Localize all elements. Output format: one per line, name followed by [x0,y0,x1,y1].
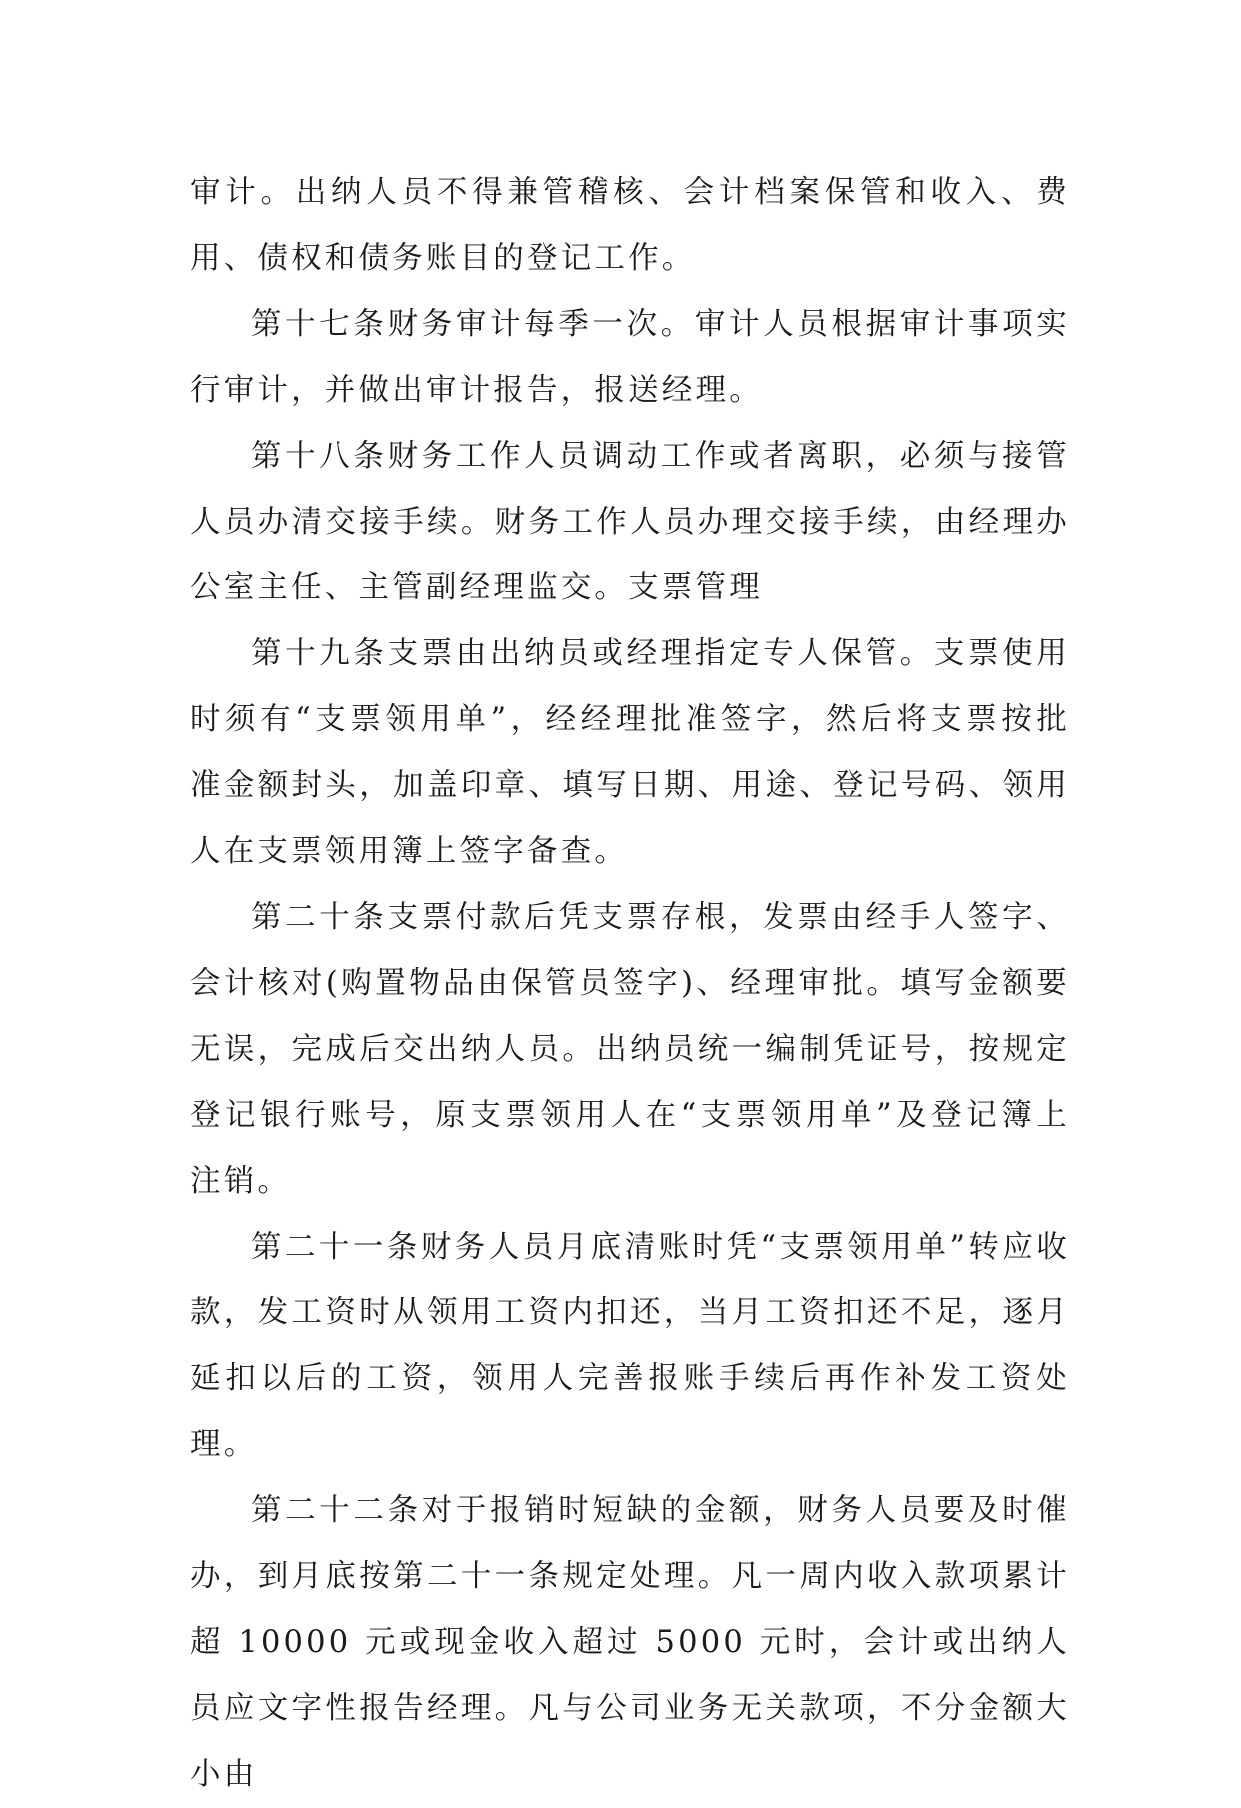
paragraph-article-19: 第十九条支票由出纳员或经理指定专人保管。支票使用时须有“支票领用单”，经经理批准签字，然后将支票按批准金额封头，加盖印章、填写日期、用途、登记号码、领用人在支票领用簿上签字备查。 [190,636,1070,870]
paragraph-article-18: 第十八条财务工作人员调动工作或者离职，必须与接管人员办清交接手续。财务工作人员办理交接手续，由经理办公室主任、主管副经理监交。支票管理 [190,438,1070,606]
paragraph-article-21: 第二十一条财务人员月底清账时凭“支票领用单”转应收款，发工资时从领用工资内扣还，当月工资扣还不足，逐月延扣以后的工资，领用人完善报账手续后再作补发工资处理。 [190,1229,1070,1463]
paragraph-article-17: 第十七条财务审计每季一次。审计人员根据审计事项实行审计，并做出审计报告，报送经理。 [190,306,1070,408]
document-body [190,160,1070,1808]
paragraph-article-22: 第二十二条对于报销时短缺的金额，财务人员要及时催办，到月底按第二十一条规定处理。凡一周内收入款项累计超 10000 元或现金收入超过 5000 元时，会计或出纳人员应文字性报告经理。凡与公司业务无关款项，不分金额大小由 [190,1493,1070,1792]
paragraph-continuation: 审计。出纳人员不得兼管稽核、会计档案保管和收入、费用、债权和债务账目的登记工作。 [190,175,1070,276]
paragraph-article-20: 第二十条支票付款后凭支票存根，发票由经手人签字、会计核对(购置物品由保管员签字)、经理审批。填写金额要无误，完成后交出纳人员。出纳员统一编制凭证号，按规定登记银行账号，原支票领用人在“支票领用单”及登记簿上注销。 [190,899,1070,1199]
